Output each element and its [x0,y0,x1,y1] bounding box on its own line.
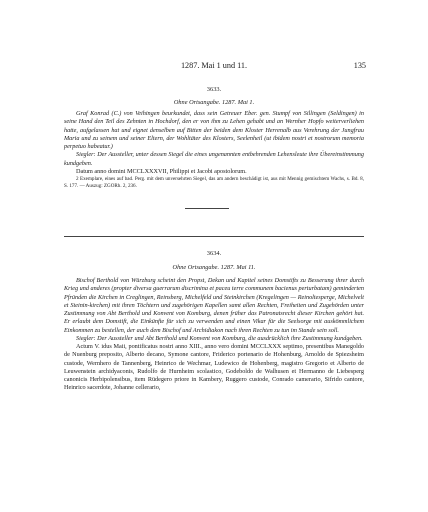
section-divider-short [185,208,229,209]
doc2-dateline: Ohne Ortsangabe. 1287. Mai 11. [172,264,256,271]
running-header [0,61,428,73]
section-divider-full [64,236,364,237]
doc1-siegler: Siegler: Der Aussteller, unter dessen Siegel die eines ungenannten entbehrenden Lehensleute ihre Übereinstimmung kundgeben. [64,151,364,167]
doc1-summary: Graf Konrad (C.) von Veihingen beurkundet, dass sein Getreuer Eber. gen. Stumpf von Sillingen (Seldingen) in seine Hand den Teil des Zehnten in Hochdorf, den er von ihm zu Lehen gehabt und an Wernher Hopfo weiterverliehen hatte, aufgelassen hat und eignet denselben auf Bitten der beiden dem Kloster Herrenalb aus Verehrung der Jungfrau Maria und zu seinem und seiner Eltern, der Wohltäter des Klosters, Seelenheil (ut ibidem nostri et nostrorum memoria perpetuo habeatur.) [64,110,364,150]
doc1-body [64,110,364,189]
doc2-body [64,277,364,393]
doc2-number: 3634. [206,250,222,257]
doc2-siegler: Siegler: Der Aussteller und Abt Berthold und Konvent von Komburg, die ausdrücklich ihre Zustimmung kundgeben. [76,334,363,342]
doc1-dateline: Ohne Ortsangabe. 1287. Mai 1. [173,99,255,106]
doc1-number: 3633. [206,86,222,93]
header-title: 1287. Mai 1 und 11. [180,61,248,70]
doc1-footnote: 2 Exemplare, eines auf bad. Perg. mit dem unversehrten Siegel, das am andern beschädigt ist, aus mit Mennig gemischtem Wachs, s. Bd. 8, S. 177. — Auszug: ZGORh. 2, 236. [64,176,364,189]
doc1-datum: Datum anno domini MCCLXXXVII, Philippi et Jacobi apostolorum. [76,167,247,175]
page-number: 135 [353,61,366,70]
doc2-summary: Bischof Berthold von Würzburg scheint den Propst, Dekan und Kapitel seines Domstifts zu Besserung ihrer durch Krieg und anderes (propter diversa guerrarum discrimina et paceu terre communem bacienus perturbatam) geminderten Pfründen die Kirchen in Creglingen, Reinsberg, Michelfeld und Steinkirchen (Kregelingen — Reinoltesperge, Michelvelt et Steinin-kirchen) mit ihren Töchtern und zugehörigen Kapellen samt allen Rechten, Freiheiten und Zugehörden unter Zustimmung von Abt Berthold und Konvent von Komburg, denen früher das Patronatsrecht dieser Kirchen gehört hat. Er erlaubt dem Domstift, die Einkünfte für sich zu verwenden und einen Vikar für die Seelsorge mit auskömmlichem Einkommen zu bestellen, der auch dem Bischof und Archidiakon nach ihren Rechten zu tun im Stande sein soll. [64,277,364,334]
doc2-actum: Actum V. idus Maii, pontificatus nostri anno XIII., anno vero domini MCCLXXX septimo, presentibus Manegoldo de Nuenburg preposito, Alberto decano, Symone cantore, Friderico portenario de Hohenburg, Arnoldo de Spiezsheim custode, Wernhero de Tannenberg, Heinrico de Wechmar, Ludewico de Hohenberg, magistro Gregorio et Alberto de Leuwenstein archidyaconis, Rudolfo de Hurnheim scolastico, Godeboldo de Walhusen et Hermanno de Liebesperg canonicis Herbipolensibus, item Rüdegero priore in Kambery, Ruggero custode, Conrado camerario, Sifrido cantore, Heinrico sacerdote, Johanne cellerario, [64,343,364,392]
